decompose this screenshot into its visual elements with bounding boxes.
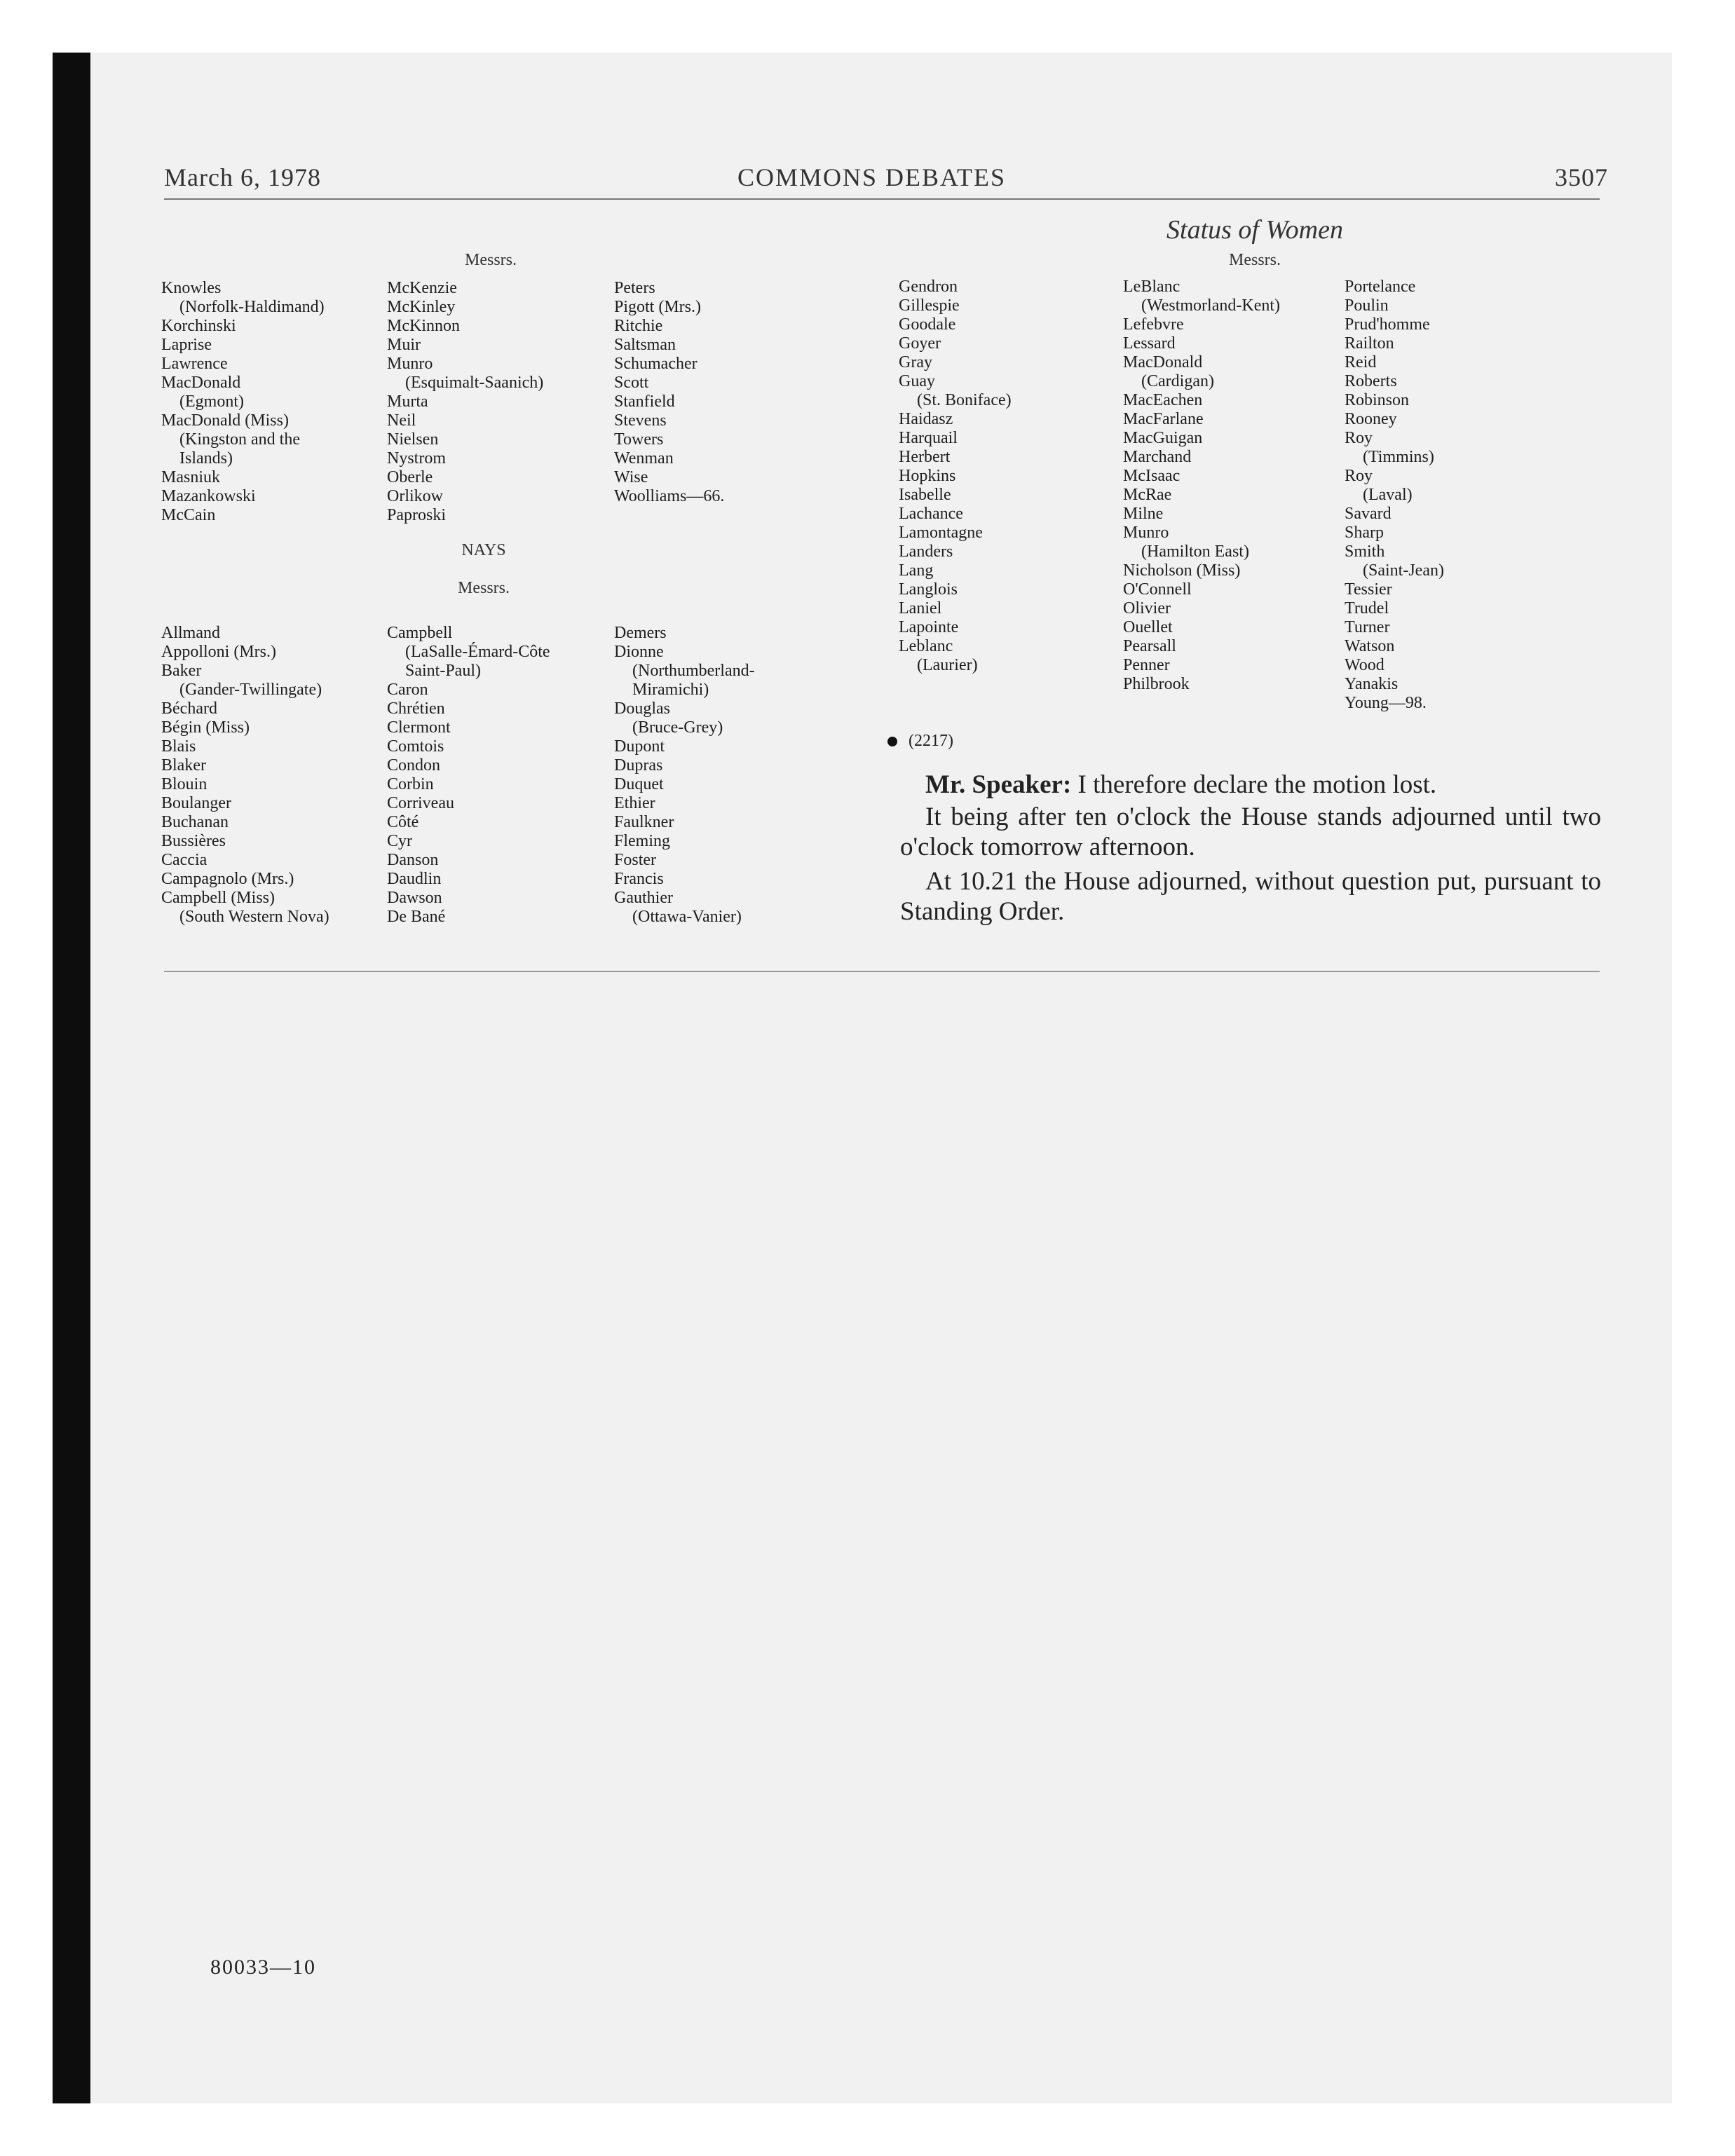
member-name: Towers xyxy=(614,430,664,449)
nays-column-4 xyxy=(899,278,1012,675)
member-name: Poulin xyxy=(1345,296,1389,315)
member-name: Chrétien xyxy=(387,700,445,718)
header-title: COMMONS DEBATES xyxy=(737,163,1007,191)
member-name: Saltsman xyxy=(614,336,676,354)
member-name: McIsaac xyxy=(1123,467,1181,485)
member-name: Scott xyxy=(614,374,649,392)
time-marker-text: (2217) xyxy=(909,732,953,750)
member-name: Guay xyxy=(899,372,935,390)
nays-column-5 xyxy=(1123,278,1280,694)
member-name: (Hamilton East) xyxy=(1141,543,1249,561)
member-name: Wise xyxy=(614,468,648,486)
member-name: Portelance xyxy=(1345,278,1416,296)
member-name: Wood xyxy=(1345,656,1384,674)
member-name: Blaker xyxy=(161,756,206,775)
member-name: Tessier xyxy=(1345,580,1392,599)
member-name: (LaSalle-Émard-Côte xyxy=(405,643,550,661)
member-name: Béchard xyxy=(161,700,217,718)
member-name: (Esquimalt-Saanich) xyxy=(405,374,544,392)
member-name: Blais xyxy=(161,737,196,756)
right-messrs-label: Messrs. xyxy=(1228,251,1281,269)
member-name: Caron xyxy=(387,681,428,699)
yeas-column-3 xyxy=(614,279,724,506)
member-name: Baker xyxy=(161,662,202,680)
member-name: Yanakis xyxy=(1345,675,1399,693)
member-name: Laniel xyxy=(899,599,942,618)
member-name: Campagnolo (Mrs.) xyxy=(161,870,294,888)
member-name: Prud'homme xyxy=(1345,315,1430,334)
member-name: McRae xyxy=(1123,486,1172,504)
member-name: Gendron xyxy=(899,278,958,296)
member-name: Woolliams—66. xyxy=(614,487,725,505)
member-name: Boulanger xyxy=(161,794,231,812)
member-name: Ritchie xyxy=(614,317,663,335)
member-name: Roberts xyxy=(1345,372,1397,390)
member-name: Milne xyxy=(1123,505,1164,523)
member-name: McCain xyxy=(161,506,216,524)
member-name: O'Connell xyxy=(1123,580,1192,599)
member-name: Masniuk xyxy=(161,468,220,486)
header-rule xyxy=(164,198,1600,200)
member-name: Sharp xyxy=(1345,524,1384,542)
member-name: Lefebvre xyxy=(1123,315,1184,334)
nays-messrs-label: Messrs. xyxy=(457,579,510,597)
member-name: Ouellet xyxy=(1123,618,1173,636)
member-name: MacFarlane xyxy=(1123,410,1204,428)
member-name: Wenman xyxy=(614,449,674,468)
member-name: Peters xyxy=(614,279,655,297)
yeas-column-2 xyxy=(387,279,543,525)
nays-column-2 xyxy=(387,624,550,927)
member-name: Gauthier xyxy=(614,889,673,907)
member-name: McKinley xyxy=(387,298,456,316)
member-name: MacDonald xyxy=(1123,353,1203,371)
member-name: LeBlanc xyxy=(1123,278,1181,296)
member-name: Cyr xyxy=(387,832,412,850)
member-name: Pigott (Mrs.) xyxy=(614,298,702,316)
member-name: De Bané xyxy=(387,908,446,926)
time-adjourned-paragraph: At 10.21 the House adjourned, without question put, pursuant to Standing Order. xyxy=(900,867,1601,926)
member-name: Hopkins xyxy=(899,467,956,485)
member-name: Francis xyxy=(614,870,664,888)
member-name: Comtois xyxy=(387,737,444,756)
member-name: Leblanc xyxy=(899,637,953,655)
member-name: Harquail xyxy=(899,429,958,447)
member-name: Saint-Paul) xyxy=(405,662,481,680)
member-name: Corriveau xyxy=(387,794,454,812)
member-name: Lachance xyxy=(899,505,963,523)
member-name: Paproski xyxy=(387,506,446,524)
member-name: Savard xyxy=(1345,505,1392,523)
member-name: Gillespie xyxy=(899,296,960,315)
member-name: Smith xyxy=(1345,543,1385,561)
member-name: Turner xyxy=(1345,618,1390,636)
member-name: (Ottawa-Vanier) xyxy=(632,908,742,926)
member-name: Lang xyxy=(899,561,934,580)
member-name: Lessard xyxy=(1123,334,1176,353)
member-name: Rooney xyxy=(1345,410,1397,428)
member-name: Buchanan xyxy=(161,813,229,831)
member-name: McKenzie xyxy=(387,279,457,297)
member-name: McKinnon xyxy=(387,317,460,335)
member-name: Orlikow xyxy=(387,487,443,505)
member-name: Bégin (Miss) xyxy=(161,718,250,737)
member-name: Landers xyxy=(899,543,953,561)
member-name: Herbert xyxy=(899,448,951,466)
member-name: Clermont xyxy=(387,718,451,737)
member-name: Miramichi) xyxy=(632,681,709,699)
member-name: Langlois xyxy=(899,580,958,599)
member-name: Gray xyxy=(899,353,932,371)
member-name: Goodale xyxy=(899,315,956,334)
member-name: Trudel xyxy=(1345,599,1389,618)
member-name: Roy xyxy=(1345,429,1373,447)
member-name: Neil xyxy=(387,411,416,430)
time-marker xyxy=(887,732,953,751)
member-name: (South Western Nova) xyxy=(179,908,329,926)
member-name: Olivier xyxy=(1123,599,1171,618)
member-name: Korchinski xyxy=(161,317,236,335)
member-name: Foster xyxy=(614,851,656,869)
member-name: Douglas xyxy=(614,700,670,718)
member-name: Danson xyxy=(387,851,439,869)
member-name: Demers xyxy=(614,624,667,642)
member-name: Penner xyxy=(1123,656,1170,674)
member-name: Pearsall xyxy=(1123,637,1176,655)
member-name: (St. Boniface) xyxy=(917,391,1012,409)
member-name: Fleming xyxy=(614,832,671,850)
member-name: Robinson xyxy=(1345,391,1410,409)
section-end-rule xyxy=(164,971,1600,972)
nays-column-1 xyxy=(161,624,329,927)
member-name: Islands) xyxy=(179,449,233,468)
member-name: (Gander-Twillingate) xyxy=(179,681,322,699)
member-name: Lapointe xyxy=(899,618,959,636)
nays-column-3 xyxy=(614,624,755,927)
member-name: Nystrom xyxy=(387,449,446,468)
member-name: (Westmorland-Kent) xyxy=(1141,296,1280,315)
member-name: Dupont xyxy=(614,737,665,756)
member-name: Caccia xyxy=(161,851,207,869)
speaker-paragraph xyxy=(925,770,1631,800)
member-name: Ethier xyxy=(614,794,655,812)
scan-spine-shadow xyxy=(53,53,90,2103)
member-name: Laprise xyxy=(161,336,212,354)
member-name: Marchand xyxy=(1123,448,1192,466)
member-name: Watson xyxy=(1345,637,1395,655)
member-name: Campbell xyxy=(387,624,453,642)
member-name: (Laval) xyxy=(1363,486,1413,504)
bullet-icon xyxy=(887,737,897,746)
member-name: Schumacher xyxy=(614,355,698,373)
member-name: Nielsen xyxy=(387,430,439,449)
member-name: Lamontagne xyxy=(899,524,983,542)
member-name: (Cardigan) xyxy=(1141,372,1214,390)
member-name: Nicholson (Miss) xyxy=(1123,561,1241,580)
member-name: Blouin xyxy=(161,775,207,793)
member-name: Appolloni (Mrs.) xyxy=(161,643,276,661)
footer-code: 80033—10 xyxy=(210,1956,316,1979)
header-page-number: 3507 xyxy=(1555,163,1608,191)
member-name: (Norfolk-Haldimand) xyxy=(179,298,325,316)
member-name: Stevens xyxy=(614,411,667,430)
member-name: Allmand xyxy=(161,624,220,642)
member-name: Oberle xyxy=(387,468,433,486)
member-name: Munro xyxy=(387,355,433,373)
member-name: Mazankowski xyxy=(161,487,256,505)
member-name: Knowles xyxy=(161,279,222,297)
member-name: (Egmont) xyxy=(179,393,244,411)
yeas-column-1 xyxy=(161,279,325,525)
member-name: MacDonald xyxy=(161,374,241,392)
member-name: Railton xyxy=(1345,334,1394,353)
speaker-statement: I therefore declare the motion lost. xyxy=(1071,770,1437,799)
member-name: Dupras xyxy=(614,756,663,775)
member-name: Duquet xyxy=(614,775,664,793)
member-name: Munro xyxy=(1123,524,1169,542)
member-name: (Saint-Jean) xyxy=(1363,561,1444,580)
member-name: Isabelle xyxy=(899,486,951,504)
member-name: (Timmins) xyxy=(1363,448,1434,466)
member-name: (Bruce-Grey) xyxy=(632,718,723,737)
yeas-messrs-label: Messrs. xyxy=(464,251,517,269)
member-name: Goyer xyxy=(899,334,941,353)
nays-column-6 xyxy=(1345,278,1444,713)
member-name: Muir xyxy=(387,336,421,354)
member-name: Daudlin xyxy=(387,870,442,888)
speaker-name: Mr. Speaker: xyxy=(925,770,1072,799)
member-name: Philbrook xyxy=(1123,675,1190,693)
section-title: Status of Women xyxy=(1166,215,1343,245)
member-name: Corbin xyxy=(387,775,434,793)
adjournment-paragraph: It being after ten o'clock the House stands adjourned until two o'clock tomorrow afternoon. xyxy=(900,803,1601,861)
member-name: Condon xyxy=(387,756,441,775)
member-name: Dionne xyxy=(614,643,664,661)
member-name: Stanfield xyxy=(614,393,675,411)
member-name: MacEachen xyxy=(1123,391,1203,409)
member-name: MacGuigan xyxy=(1123,429,1203,447)
member-name: Bussières xyxy=(161,832,226,850)
member-name: Côté xyxy=(387,813,419,831)
nays-heading: NAYS xyxy=(461,541,506,559)
member-name: Haidasz xyxy=(899,410,953,428)
member-name: Young—98. xyxy=(1345,694,1427,712)
member-name: Dawson xyxy=(387,889,442,907)
member-name: MacDonald (Miss) xyxy=(161,411,289,430)
member-name: (Northumberland- xyxy=(632,662,755,680)
header-date: March 6, 1978 xyxy=(164,163,321,191)
member-name: Murta xyxy=(387,393,428,411)
member-name: Lawrence xyxy=(161,355,228,373)
member-name: Reid xyxy=(1345,353,1377,371)
member-name: Campbell (Miss) xyxy=(161,889,275,907)
member-name: Roy xyxy=(1345,467,1373,485)
member-name: Faulkner xyxy=(614,813,674,831)
member-name: (Kingston and the xyxy=(179,430,300,449)
member-name: (Laurier) xyxy=(917,656,978,674)
